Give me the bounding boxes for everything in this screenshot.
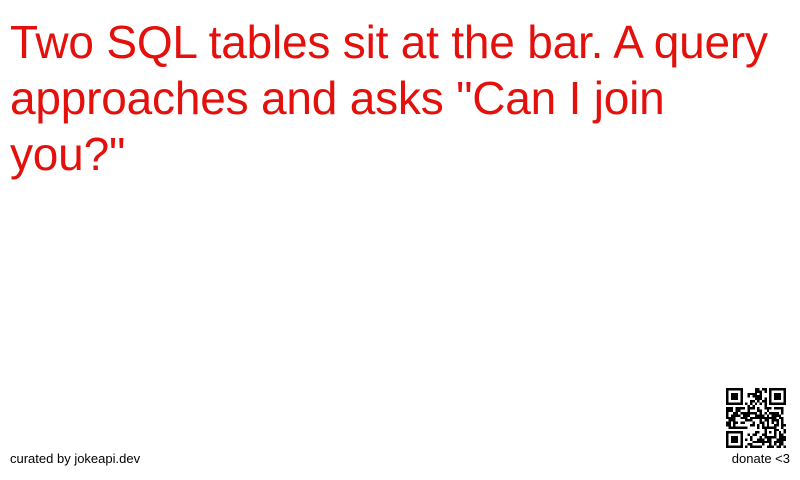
qr-code-icon[interactable] [726,388,786,448]
credit-text: curated by jokeapi.dev [10,451,141,466]
joke-text: Two SQL tables sit at the bar. A query approaches and asks "Can I join you?" [10,16,768,180]
donate-link[interactable]: donate <3 [731,451,790,466]
